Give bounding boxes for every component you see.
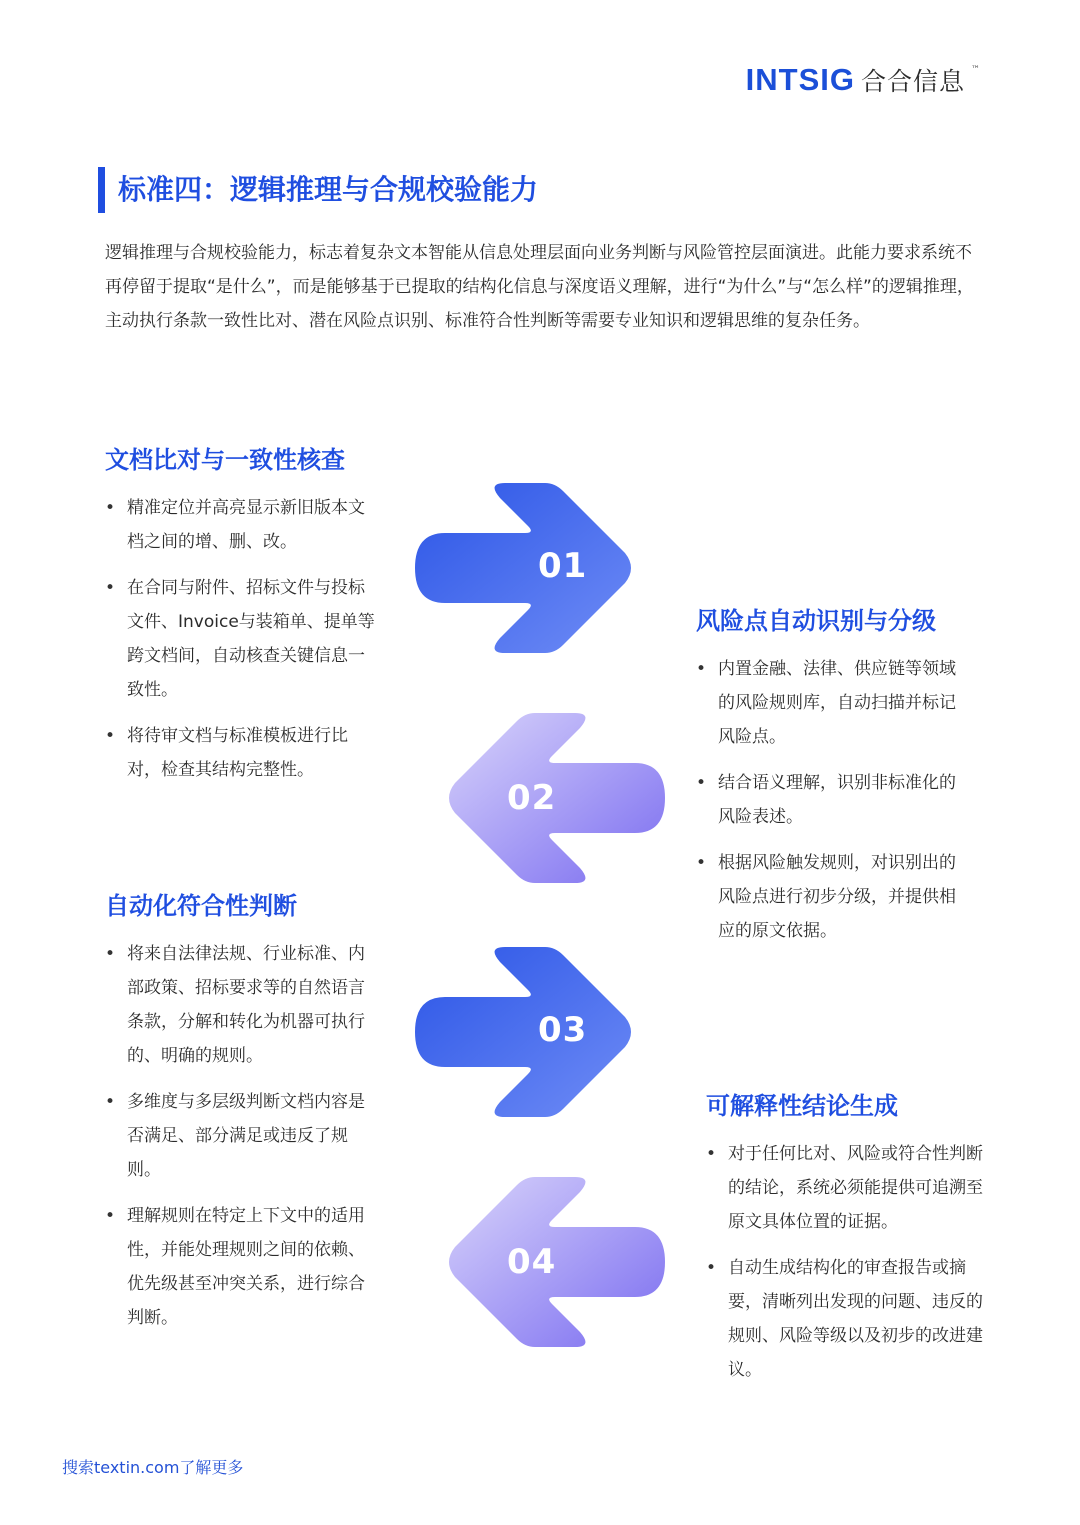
list-item: • 理解规则在特定上下文中的适用性，并能处理规则之间的依赖、优先级甚至冲突关系，进行综合判断。 (105, 1199, 380, 1335)
list-item: • 对于任何比对、风险或符合性判断的结论，系统必须能提供可追溯至原文具体位置的证据。 (706, 1137, 986, 1239)
arrow-number: 01 (538, 546, 588, 586)
list-item: • 将来自法律法规、行业标准、内部政策、招标要求等的自然语言条款，分解和转化为机器可执行的、明确的规则。 (105, 937, 380, 1073)
block-title: 自动化符合性判断 (105, 892, 297, 920)
list-item: • 自动生成结构化的审查报告或摘要，清晰列出发现的问题、违反的规则、风险等级以及初步的改进建议。 (706, 1251, 986, 1387)
list-item: • 根据风险触发规则，对识别出的风险点进行初步分级，并提供相应的原文依据。 (696, 846, 971, 948)
block-risk-identification (696, 601, 971, 960)
block-title: 风险点自动识别与分级 (696, 607, 936, 635)
arrow-03-graphic (405, 942, 675, 1122)
brand-logo (746, 62, 980, 98)
section-title: 标准四：逻辑推理与合规校验能力 (118, 173, 539, 206)
logo-chinese-name: 合合信息 (860, 67, 965, 96)
section-accent-bar (98, 167, 105, 213)
block-explainable-conclusion (706, 1086, 986, 1399)
logo-wordmark: INTSIG (745, 62, 855, 97)
list-item: • 内置金融、法律、供应链等领域的风险规则库，自动扫描并标记风险点。 (696, 652, 971, 754)
arrow-01-graphic (405, 478, 675, 658)
arrow-number: 03 (538, 1010, 588, 1050)
bullet-list (696, 652, 971, 948)
section-intro: 逻辑推理与合规校验能力，标志着复杂文本智能从信息处理层面向业务判断与风险管控层面演进。此能力要求系统不再停留于提取“是什么”，而是能够基于已提取的结构化信息与深度语义理解，进行“为什么”与“怎么样”的逻辑推理，主动执行条款一致性比对、潜在风险点识别、标准符合性判断等需要专业知识和逻辑思维的复杂任务。 (105, 243, 974, 331)
logo-trademark: ™ (971, 65, 980, 75)
bullet-list (105, 491, 380, 787)
arrow-02-graphic (405, 708, 675, 888)
list-item: • 将待审文档与标准模板进行比对，检查其结构完整性。 (105, 719, 380, 787)
arrow-04-graphic (405, 1172, 675, 1352)
list-item: • 精准定位并高亮显示新旧版本文档之间的增、删、改。 (105, 491, 380, 559)
list-item: • 结合语义理解，识别非标准化的风险表述。 (696, 766, 971, 834)
footer-search-link[interactable]: 搜索textin.com了解更多 (62, 1458, 244, 1477)
bullet-list (706, 1137, 986, 1387)
list-item: • 多维度与多层级判断文档内容是否满足、部分满足或违反了规则。 (105, 1085, 380, 1187)
block-title: 文档比对与一致性核查 (105, 446, 345, 474)
arrow-number: 04 (507, 1242, 557, 1282)
block-compliance-judgment (105, 886, 380, 1347)
block-title: 可解释性结论生成 (706, 1092, 898, 1120)
bullet-list (105, 937, 380, 1335)
block-document-comparison (105, 440, 380, 799)
list-item: • 在合同与附件、招标文件与投标文件、Invoice与装箱单、提单等跨文档间，自动核查关键信息一致性。 (105, 571, 380, 707)
arrow-number: 02 (507, 778, 557, 818)
